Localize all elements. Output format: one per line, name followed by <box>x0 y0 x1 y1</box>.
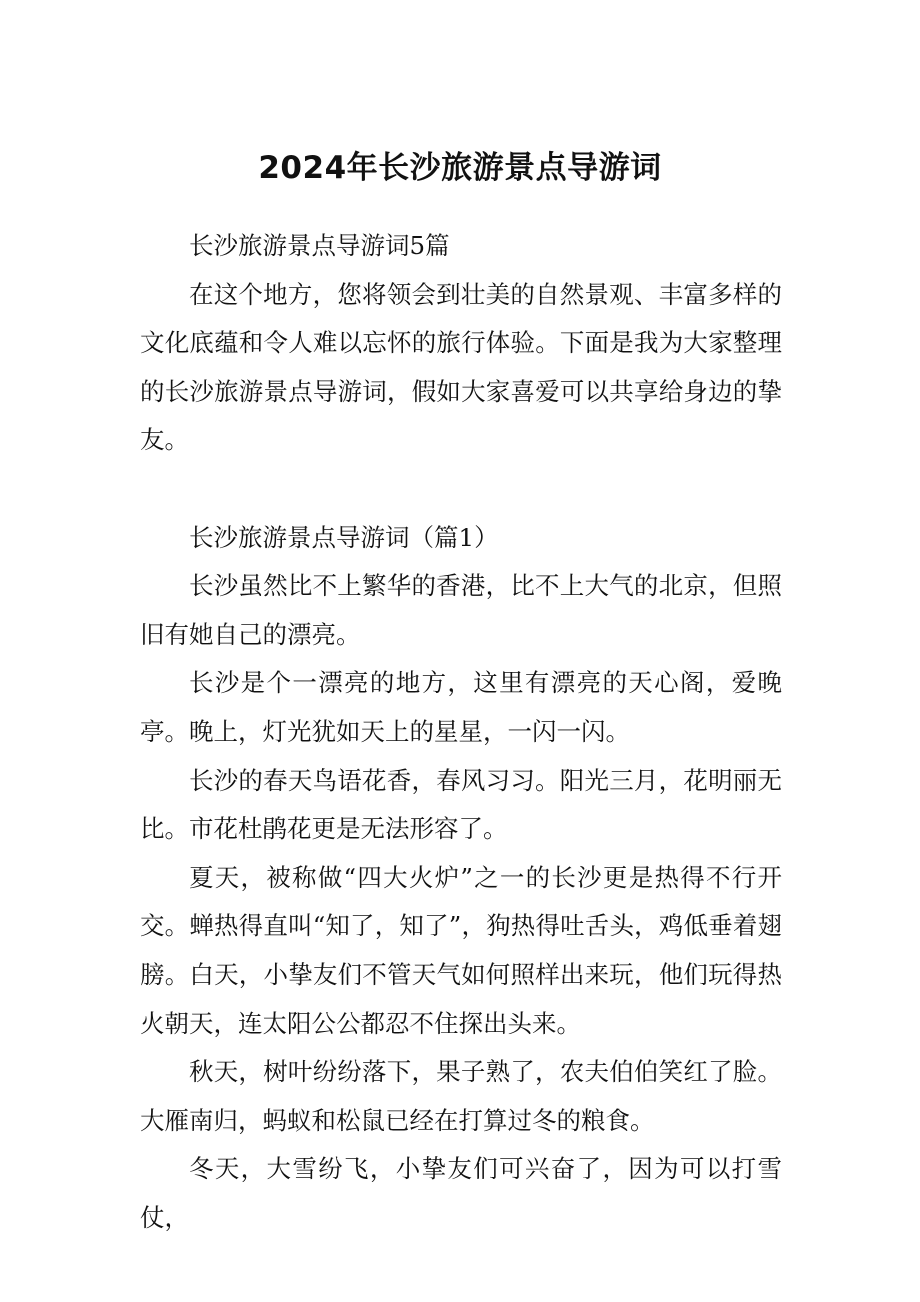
paragraph: 秋天，树叶纷纷落下，果子熟了，农夫伯伯笑红了脸。大雁南归，蚂蚁和松鼠已经在打算过冬的粮食。 <box>140 1057 782 1135</box>
section-heading: 长沙旅游景点导游词（篇1） <box>189 522 499 552</box>
paragraph: 长沙是个一漂亮的地方，这里有漂亮的天心阁，爱晚亭。晚上，灯光犹如天上的星星，一闪一闪。 <box>140 668 782 746</box>
paragraph: 长沙虽然比不上繁华的香港，比不上大气的北京，但照旧有她自己的漂亮。 <box>140 571 782 649</box>
document-body <box>140 222 782 1242</box>
intro-paragraph: 在这个地方，您将领会到壮美的自然景观、丰富多样的文化底蕴和令人难以忘怀的旅行体验。下面是我为大家整理的长沙旅游景点导游词，假如大家喜爱可以共享给身边的挚友。 <box>140 279 782 455</box>
document-title: 2024年长沙旅游景点导游词 <box>258 150 662 186</box>
document-subtitle: 长沙旅游景点导游词5篇 <box>189 231 450 260</box>
paragraph: 长沙的春天鸟语花香，春风习习。阳光三月，花明丽无比。市花杜鹃花更是无法形容了。 <box>140 765 782 844</box>
paragraph: 冬天，大雪纷飞，小挚友们可兴奋了，因为可以打雪仗， <box>140 1154 782 1232</box>
paragraph: 夏天，被称做“四大火炉”之一的长沙更是热得不行开交。蝉热得直叫“知了，知了”，狗热得吐舌头，鸡低垂着翅膀。白天，小挚友们不管天气如何照样出来玩，他们玩得热火朝天，连太阳公公都忍不住探出头来。 <box>140 862 782 1038</box>
section-spacer <box>140 465 782 514</box>
